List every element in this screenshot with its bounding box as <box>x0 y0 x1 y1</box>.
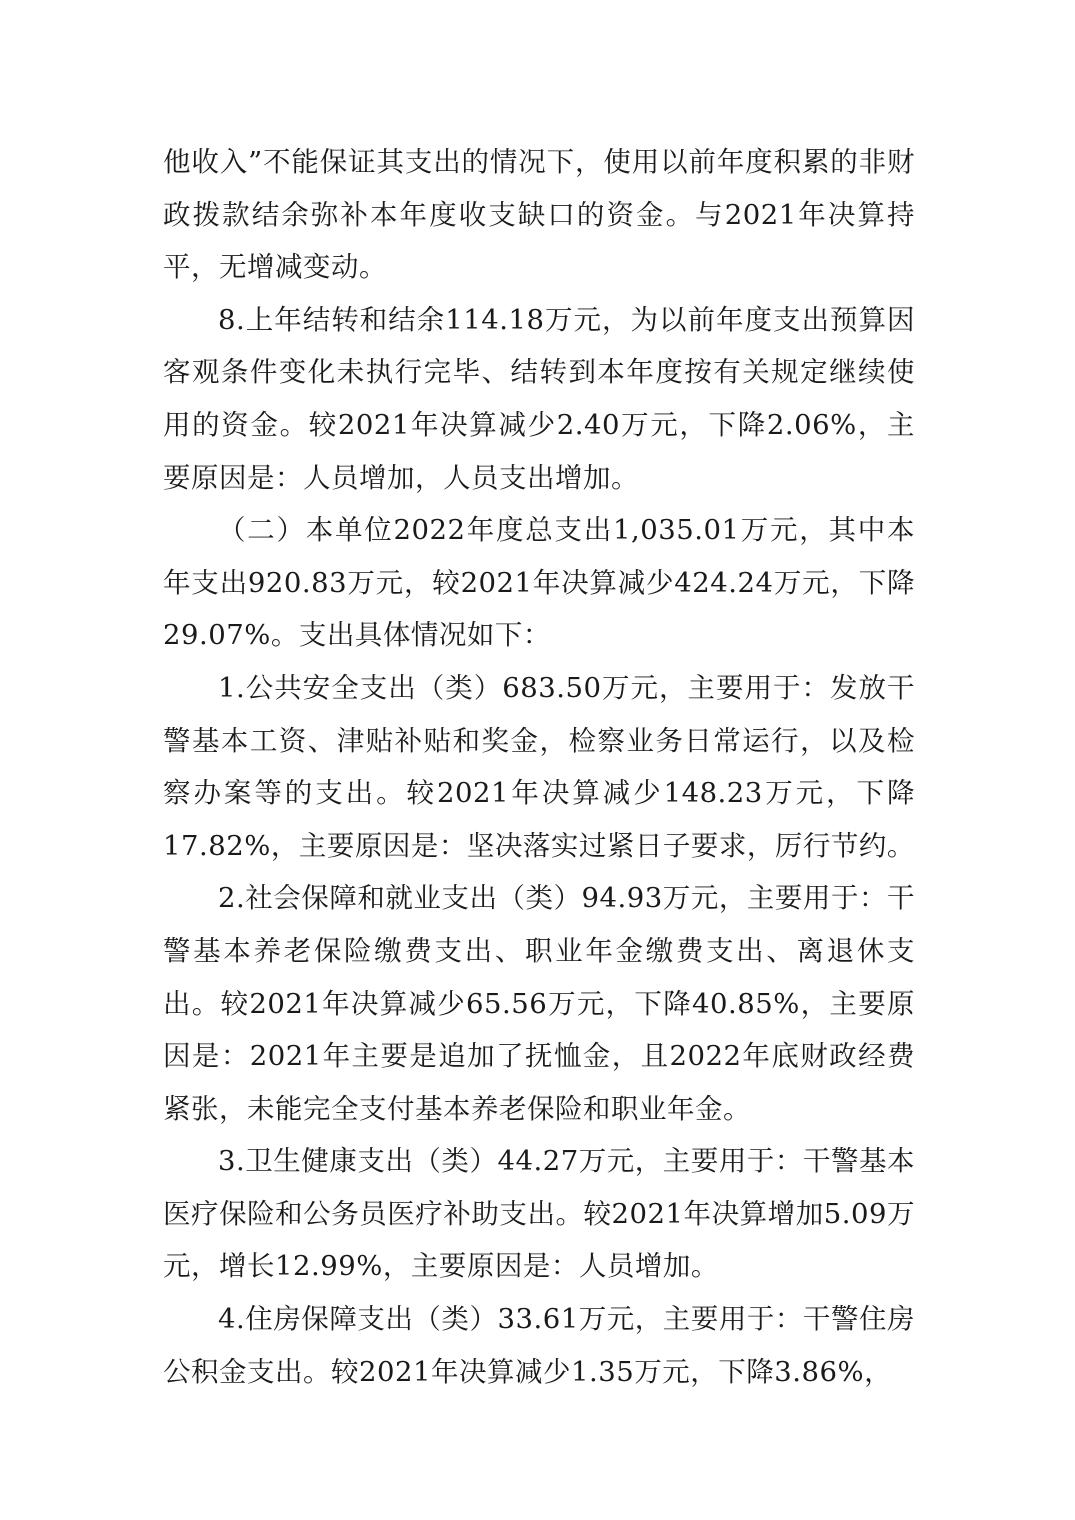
paragraph-section-2-total-expenditure: （二）本单位2022年度总支出1,035.01万元，其中本年支出920.83万元，较2021年决算减少424.24万元，下降29.07%。支出具体情况如下： <box>163 514 915 652</box>
paragraph-item-3-health: 3.卫生健康支出（类）44.27万元，主要用于：干警基本医疗保险和公务员医疗补助支出。较2021年决算增加5.09万元，增长12.99%，主要原因是：人员增加。 <box>163 1145 915 1283</box>
paragraph-item-2-social-security: 2.社会保障和就业支出（类）94.93万元，主要用于：干警基本养老保险缴费支出、职业年金缴费支出、离退休支出。较2021年决算减少65.56万元，下降40.85%，主要原因是：2021年主要是追加了抚恤金，且2022年底财政经费紧张，未能完全支付基本养老保险和职业年金。 <box>163 882 915 1125</box>
document-body <box>163 136 915 1398</box>
paragraph-item-8-carryover: 8.上年结转和结余114.18万元，为以前年度支出预算因客观条件变化未执行完毕、结转到本年度按有关规定继续使用的资金。较2021年决算减少2.40万元，下降2.06%，主要原因是：人员增加，人员支出增加。 <box>163 303 915 494</box>
paragraph-continuation-balance-offset: 他收入”不能保证其支出的情况下，使用以前年度积累的非财政拨款结余弥补本年度收支缺口的资金。与2021年决算持平，无增减变动。 <box>163 146 915 284</box>
paragraph-item-1-public-security: 1.公共安全支出（类）683.50万元，主要用于：发放干警基本工资、津贴补贴和奖金，检察业务日常运行，以及检察办案等的支出。较2021年决算减少148.23万元，下降17.82%，主要原因是：坚决落实过紧日子要求，厉行节约。 <box>163 671 915 862</box>
paragraph-item-4-housing: 4.住房保障支出（类）33.61万元，主要用于：干警住房公积金支出。较2021年决算减少1.35万元，下降3.86%， <box>163 1303 915 1388</box>
